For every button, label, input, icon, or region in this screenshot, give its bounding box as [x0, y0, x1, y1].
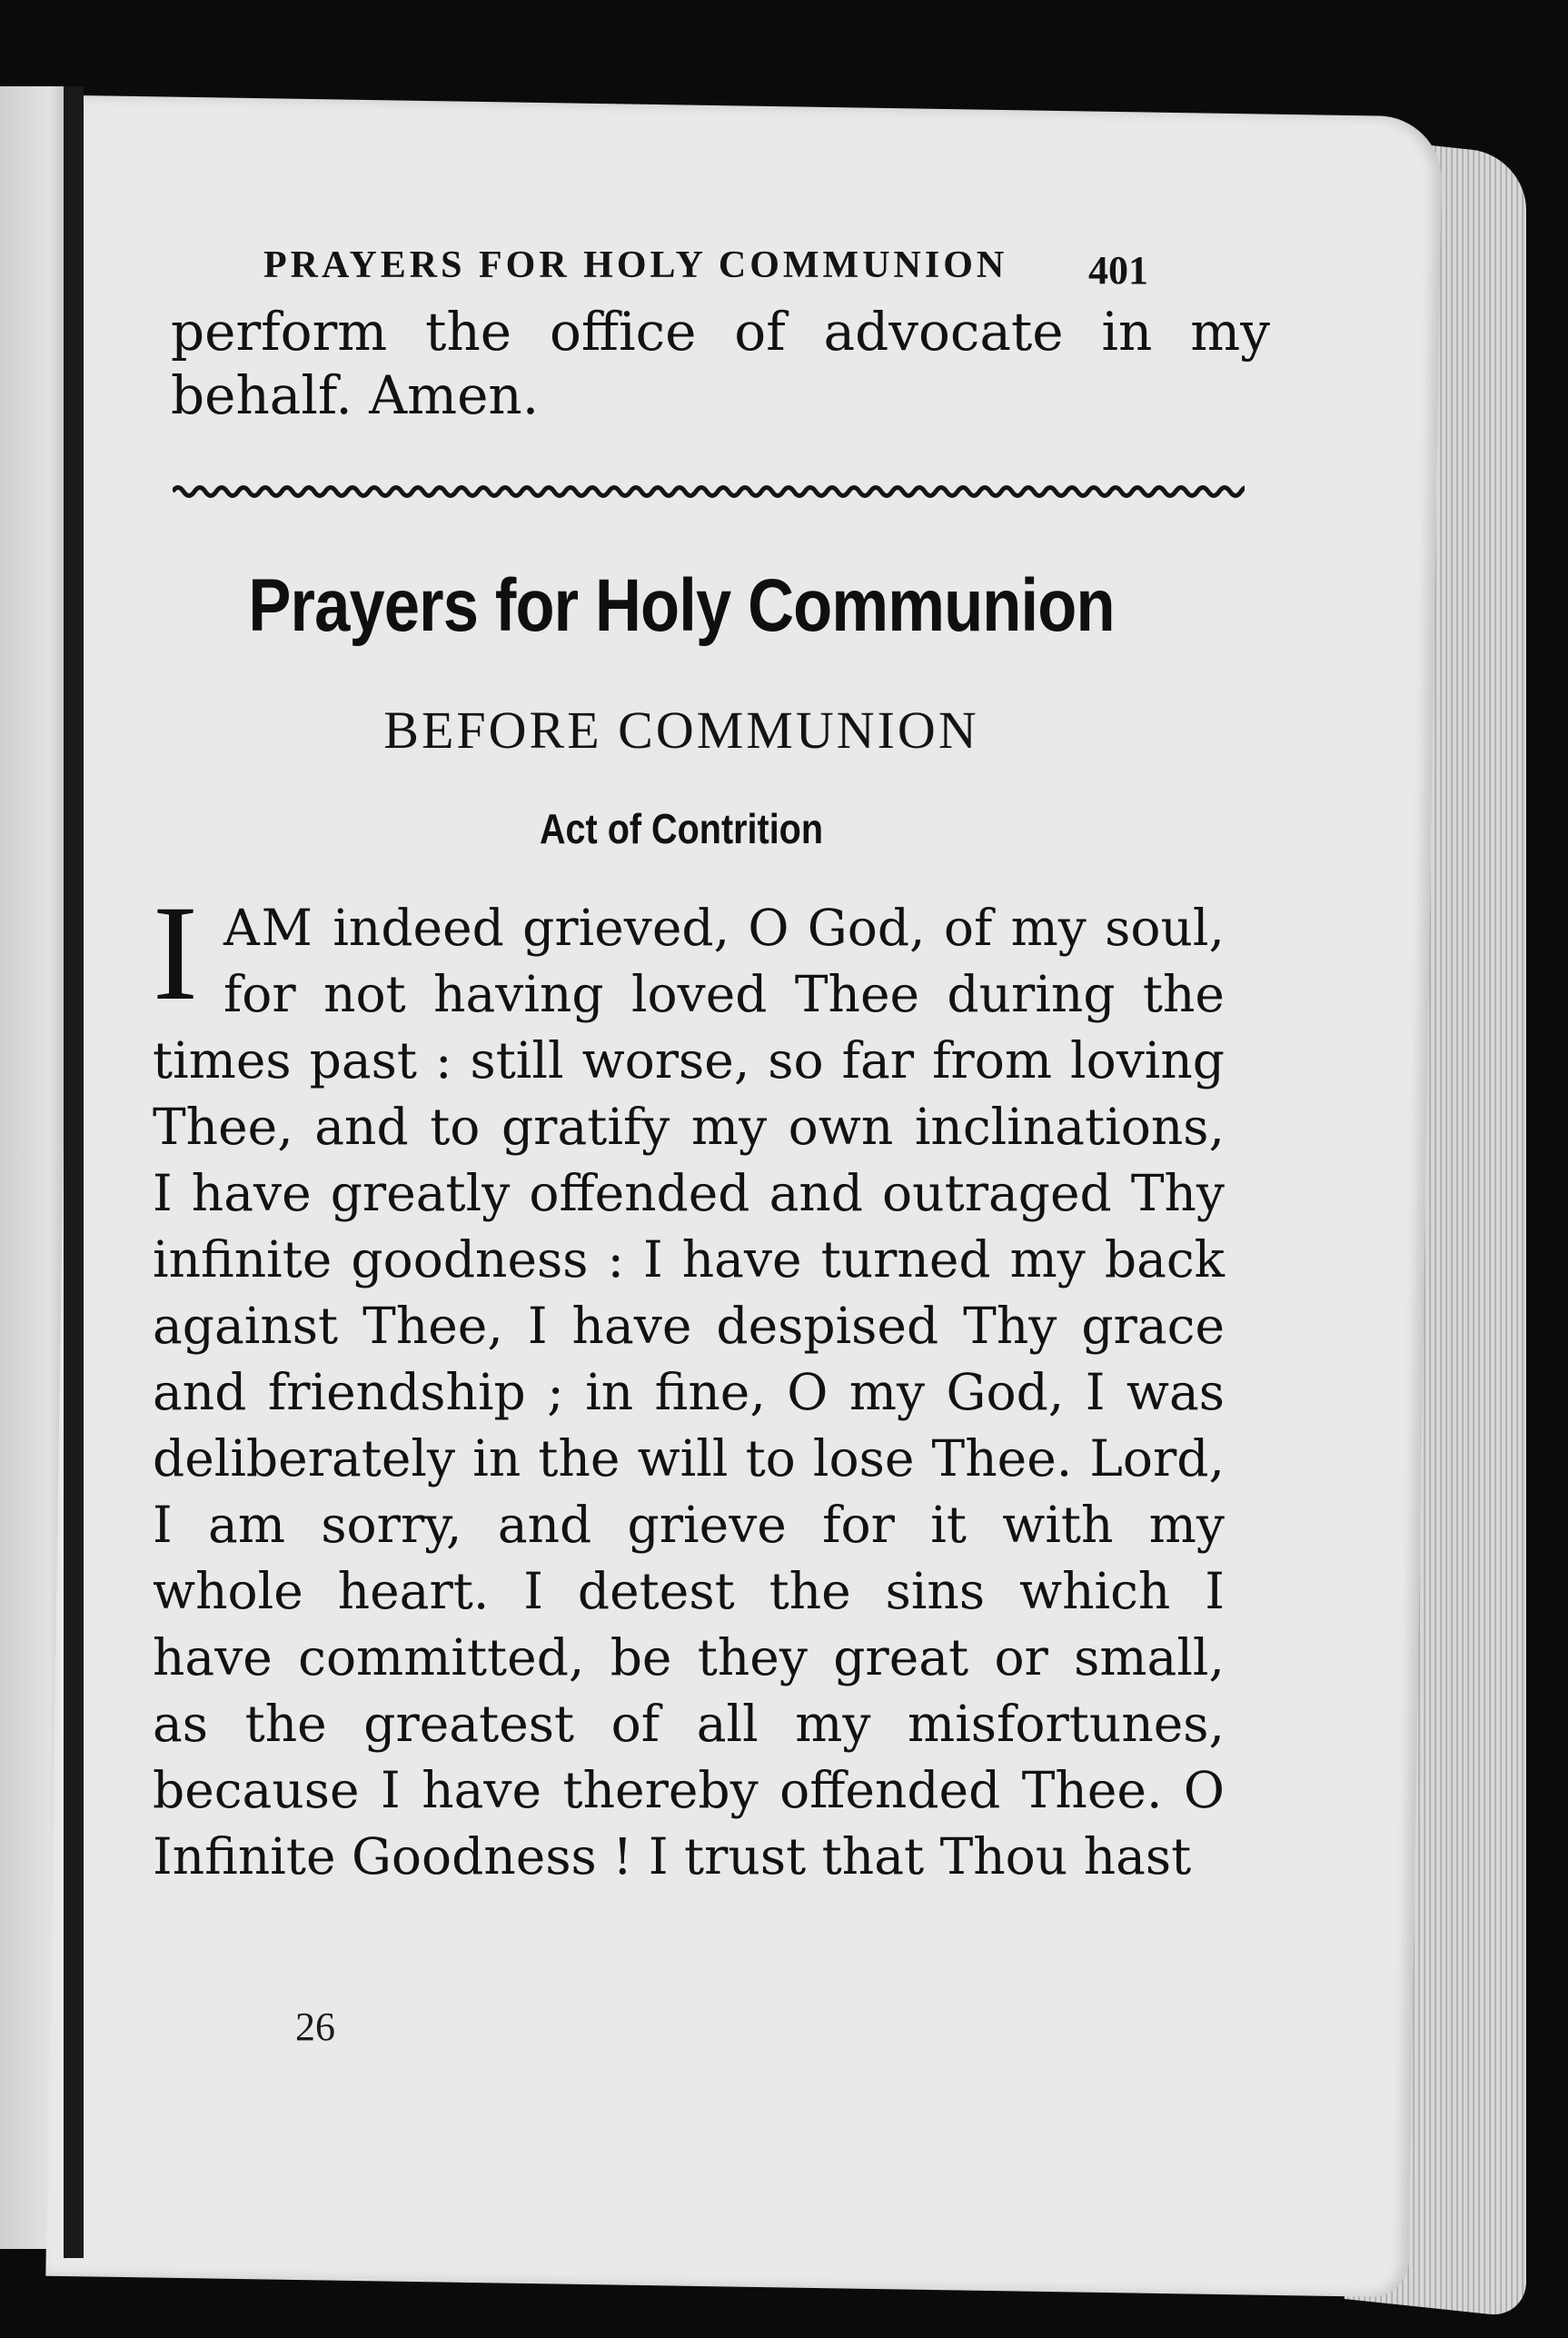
- section-title: Prayers for Holy Communion: [248, 564, 1115, 647]
- carry-over-paragraph: perform the office of advocate in my behalf. Amen.: [171, 301, 1270, 426]
- prayer-text: indeed grieved, O God, of my soul, for not having loved Thee during the times past : still worse, so far from loving Thee, and to gratify my own inclinations, I have greatly offended and outraged Thy infinite goodness : I have turned my back against Thee, I have despised Thy grace and friendship ; in fine, O my God, I was deliberately in the will to lose Thee. Lord, I am sorry, and grieve for it with my whole heart. I detest the sins which I have committed, be they great or small, as the greatest of all my misfortunes, because I have thereby offended Thee. O Infinite Goodness ! I trust that Thou hast: [153, 899, 1225, 1885]
- book-gutter: [64, 86, 84, 2258]
- prayer-body: [153, 878, 1225, 1890]
- page-number: 401: [1088, 248, 1148, 293]
- drop-cap: I: [153, 878, 198, 1029]
- prayer-title: Act of Contrition: [539, 805, 824, 852]
- wavy-divider: [173, 482, 1245, 502]
- signature-mark: 26: [295, 2005, 335, 2049]
- running-head: PRAYERS FOR HOLY COMMUNION: [263, 244, 1008, 286]
- section-subtitle: BEFORE COMMUNION: [383, 701, 979, 760]
- first-word-rest: AM: [223, 899, 314, 957]
